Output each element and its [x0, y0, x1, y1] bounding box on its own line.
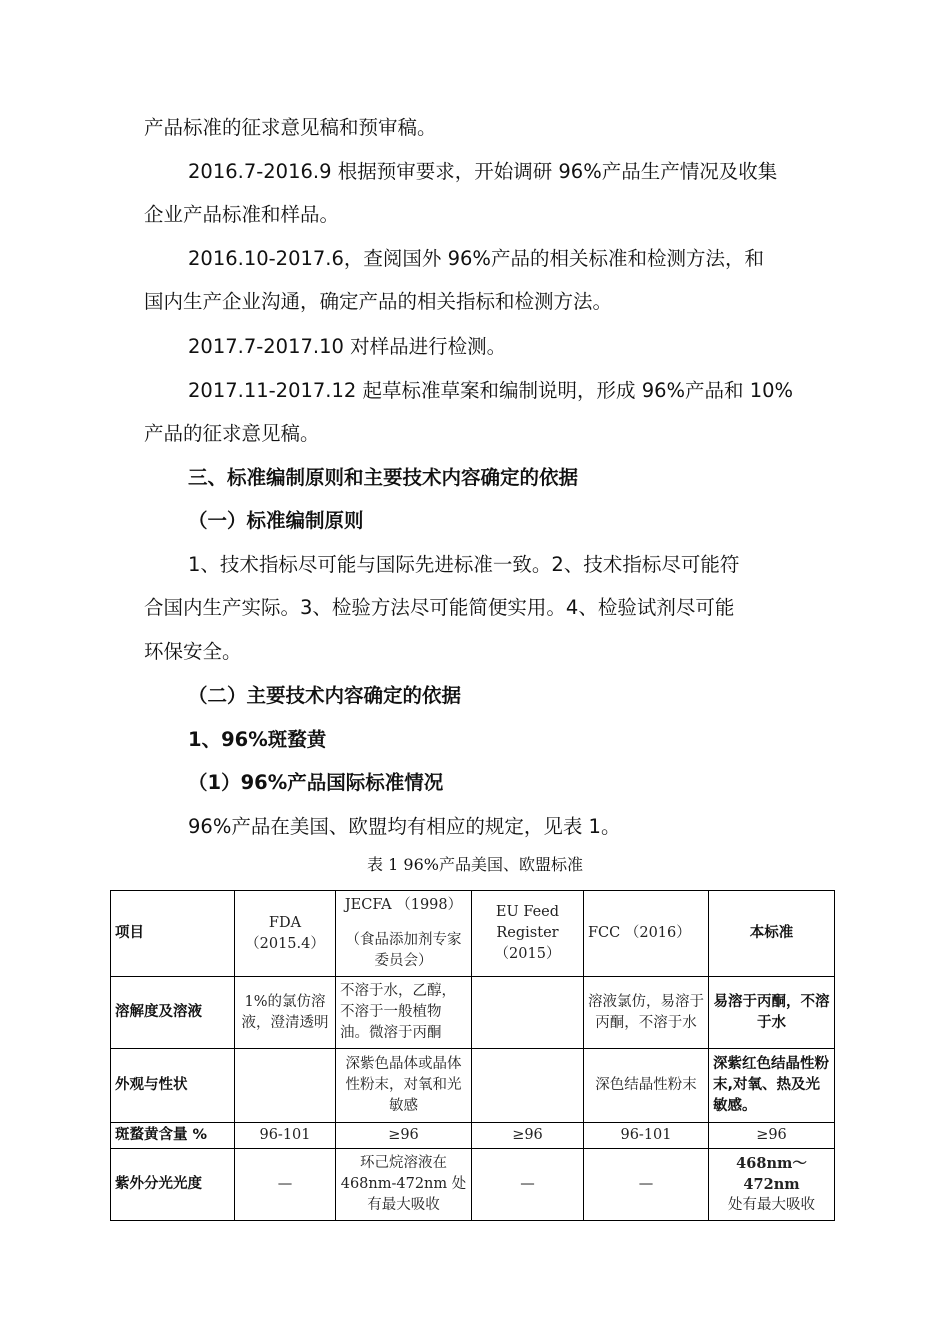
item-heading: 1、96%斑蝥黄	[188, 728, 327, 751]
uv-range: 468nm～472nm	[736, 1155, 807, 1193]
table-cell: ≥96	[336, 1123, 472, 1149]
table-cell	[709, 1149, 835, 1221]
header-jecfa	[336, 891, 472, 977]
row-label: 溶解度及溶液	[111, 977, 235, 1049]
paragraph-line: 2016.10-2017.6，查阅国外 96%产品的相关标准和检测方法，和	[188, 247, 764, 270]
table-cell	[235, 1049, 336, 1123]
table-row	[111, 1149, 835, 1221]
table-cell: —	[584, 1149, 709, 1221]
paragraph-line: 国内生产企业沟通，确定产品的相关指标和检测方法。	[144, 290, 613, 313]
table-caption: 表 1 96%产品美国、欧盟标准	[367, 855, 583, 874]
paragraph-line: 2017.7-2017.10 对样品进行检测。	[188, 335, 507, 358]
standards-table	[110, 890, 835, 1221]
header-jecfa-title: JECFA （1998）	[344, 897, 463, 913]
header-fda: FDA （2015.4）	[235, 891, 336, 977]
header-eu: EU Feed Register （2015）	[472, 891, 584, 977]
paragraph-line: 企业产品标准和样品。	[144, 203, 340, 226]
subsection-heading: （二）主要技术内容确定的依据	[188, 684, 462, 707]
table-cell: 深紫红色结晶性粉末,对氧、热及光敏感。	[709, 1049, 835, 1123]
table-cell: ≥96	[472, 1123, 584, 1149]
table-row	[111, 977, 835, 1049]
paragraph-line: 产品的征求意见稿。	[144, 422, 320, 445]
table-row	[111, 1123, 835, 1149]
table-row	[111, 1049, 835, 1123]
paragraph-line: 1、技术指标尽可能与国际先进标准一致。2、技术指标尽可能符	[188, 553, 740, 576]
header-this-standard: 本标准	[709, 891, 835, 977]
table-cell	[472, 1049, 584, 1123]
table-cell: 环己烷溶液在 468nm-472nm 处有最大吸收	[336, 1149, 472, 1221]
table-cell: 溶液氯仿，易溶于丙酮，不溶于水	[584, 977, 709, 1049]
paragraph-line: 产品标准的征求意见稿和预审稿。	[144, 116, 437, 139]
table-cell: 1%的氯仿溶液，澄清透明	[235, 977, 336, 1049]
table-cell: 易溶于丙酮，不溶于水	[709, 977, 835, 1049]
row-label: 紫外分光光度	[111, 1149, 235, 1221]
header-item: 项目	[111, 891, 235, 977]
header-jecfa-note: （食品添加剂专家委员会）	[345, 932, 462, 969]
table-header-row	[111, 891, 835, 977]
paragraph-line: 合国内生产实际。3、检验方法尽可能简便实用。4、检验试剂尽可能	[144, 596, 735, 619]
table-cell: 96-101	[584, 1123, 709, 1149]
table-cell: 不溶于水，乙醇，不溶于一般植物油。微溶于丙酮	[336, 977, 472, 1049]
subsection-heading: （一）标准编制原则	[188, 509, 364, 532]
table-cell: 深紫色晶体或晶体性粉末，对氧和光敏感	[336, 1049, 472, 1123]
paragraph-line: 2017.11-2017.12 起草标准草案和编制说明，形成 96%产品和 10%	[188, 379, 794, 402]
table-cell: 96-101	[235, 1123, 336, 1149]
section-heading: 三、标准编制原则和主要技术内容确定的依据	[188, 466, 579, 489]
table-cell: 深色结晶性粉末	[584, 1049, 709, 1123]
header-fcc: FCC （2016）	[584, 891, 709, 977]
item-heading: （1）96%产品国际标准情况	[188, 771, 444, 794]
uv-note: 处有最大吸收	[728, 1197, 815, 1213]
table-cell: ≥96	[709, 1123, 835, 1149]
row-label: 斑蝥黄含量 %	[111, 1123, 235, 1149]
row-label: 外观与性状	[111, 1049, 235, 1123]
paragraph-line: 2016.7-2016.9 根据预审要求，开始调研 96%产品生产情况及收集	[188, 160, 778, 183]
table-cell: —	[472, 1149, 584, 1221]
paragraph-line: 环保安全。	[144, 640, 242, 663]
table-cell	[472, 977, 584, 1049]
table-cell: —	[235, 1149, 336, 1221]
paragraph-line: 96%产品在美国、欧盟均有相应的规定，见表 1。	[188, 815, 621, 838]
